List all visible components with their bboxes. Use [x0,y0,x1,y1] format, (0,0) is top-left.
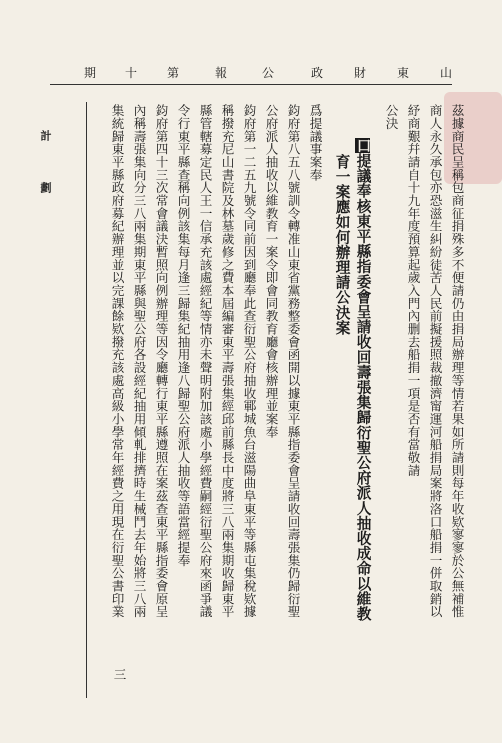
header-char: 報 [215,66,228,80]
text-column: 集統歸東平縣政府募紀辦理並以完課餘欵撥充該處高級小學常年經費之用現在衍聖公書印業 [109,104,125,618]
header-char: 期 [84,66,97,80]
title-marker: 口 [354,138,372,154]
text-column: 鈞府第八五八號訓令轉准山東省黨務整委會函開以據東平縣指委會呈請收回壽張集仍歸衍聖 [285,104,301,618]
text-column: 令行東平縣查稱向例該集每月逢三歸集紀抽用逢八歸聖公府派人抽收等語當經提奉 [175,104,191,567]
header-char: 十 [125,66,138,80]
text-column: 內稱壽張集向分三八兩集期東平縣與聖公府各設經紀抽用傾軋排擠時生械鬥去年始將三八兩 [131,104,147,618]
text-column: 茲據商民呈稱包商征捐殊多不便請仍由捐局辦理等情若果如所請則每年收欵寥寥於公無補惟 [449,104,465,618]
header-rule [50,84,452,85]
header-char: 東 [397,66,410,80]
text-column: 鈞府第四十三次常會議決暫照向例辦理等因令廳轉行東平縣遵照在案茲查東平縣指委會原呈 [153,104,169,618]
side-label: 計 劃 [39,130,52,207]
page-number: 三 [111,668,127,681]
header-char: 財 [354,66,367,80]
header-char: 第 [167,66,180,80]
header-char: 公 [262,66,275,80]
proposal-title-line-2: 育一案應如何辦理請公決案 [333,154,351,336]
text-column: 紓商艱幷請自十九年度預算起歲入門內删去船捐一項是否有當敬請 [405,104,421,477]
margin-rule [86,102,87,698]
text-column: 商人永久承包亦恐滋生糾紛徒苦人民前擬援照裁撤濟甯運河船捐局案將洛口船捐一併取銷以 [427,104,443,618]
proposal-label: 爲提議事案奉 [307,104,323,182]
text-column: 公決 [383,104,399,130]
header-char: 政 [311,66,324,80]
text-column: 公府派人抽收以維教育一案令即會同教育廳會核辦理並案奉 [263,104,279,439]
text-column: 鈞府第一二五九號令同前因到廳奉此查衍聖公府抽收鄆城魚台滋陽曲阜東平等縣屯集稅欵據 [241,104,257,618]
proposal-title [355,138,370,621]
text-column: 稱撥充尼山書院及林墓歲修之費本屆編審東平壽張集經邱前縣長中度將三八兩集期收歸東平 [219,104,235,618]
text-column: 縣管轄募定民人王一信承充該處經紀等情亦未聲明附加該處小學經費嗣經衍聖公府來函爭議 [197,104,213,618]
title-line: 提議奉核東平縣指委會呈請收回壽張集歸衍聖公府派人抽收成命以維教 [354,153,372,622]
header-char: 山 [440,66,453,80]
